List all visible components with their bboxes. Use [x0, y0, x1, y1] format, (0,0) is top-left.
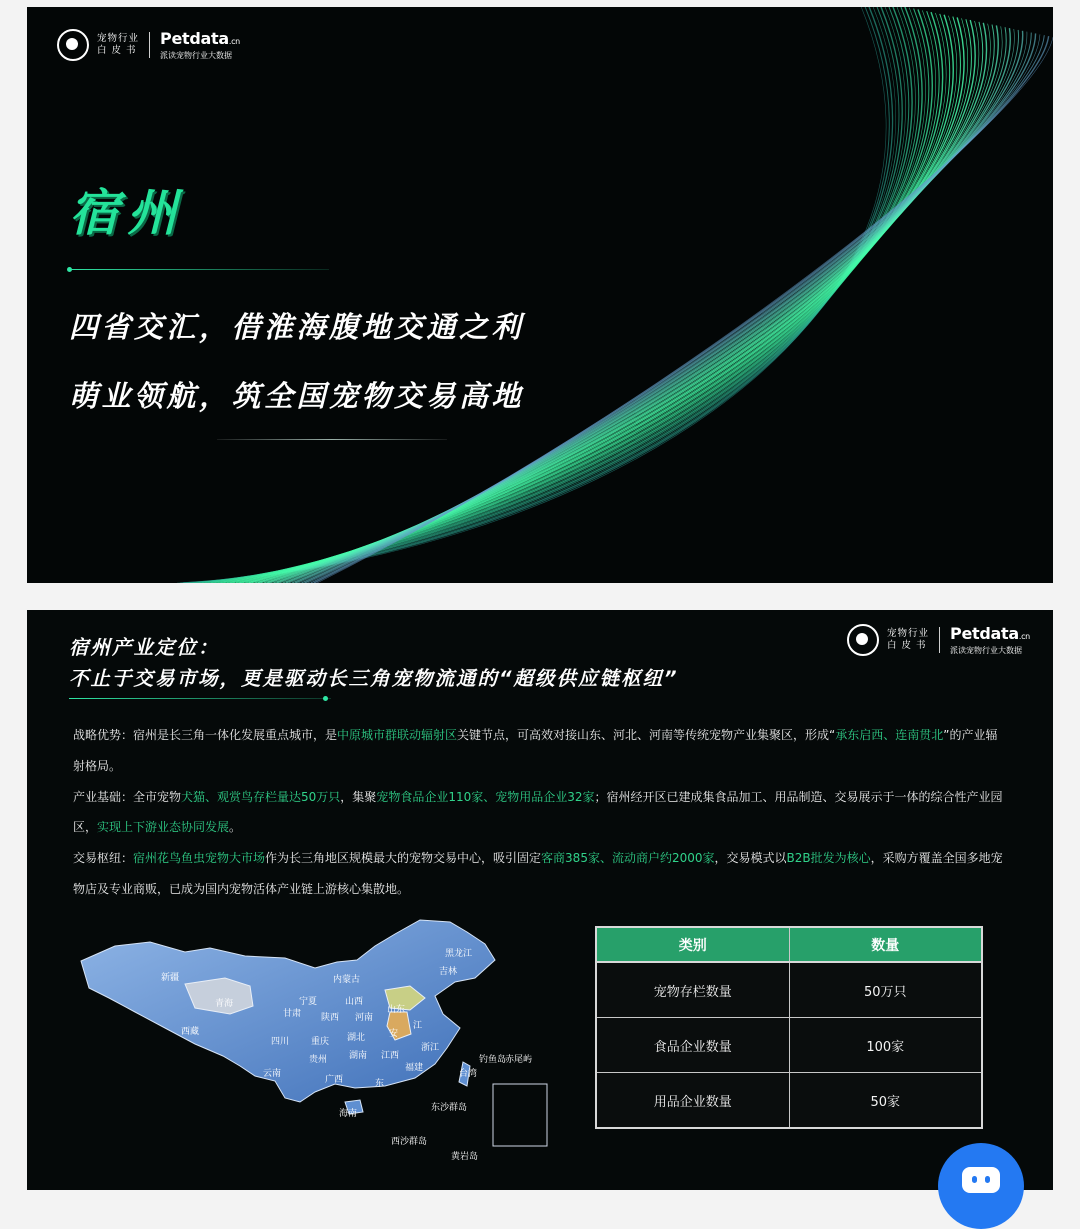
whitebook-line2: 白 皮 书 [887, 640, 927, 651]
brand-logo [847, 624, 1030, 656]
pet-logo-icon [847, 624, 879, 656]
map-label-xinjiang: 新疆 [161, 973, 180, 983]
map-label-hunan: 湖南 [349, 1051, 368, 1061]
petdata-subtitle: 派读宠物行业大数据 [160, 50, 233, 60]
cover-slide [27, 7, 1053, 583]
title-divider [69, 269, 329, 270]
map-label-xisha: 西沙群岛 [391, 1137, 428, 1147]
map-label-zhejiang: 浙江 [421, 1043, 440, 1053]
column-header-category: 类别 [596, 927, 789, 962]
tagline-1: 四省交汇，借淮海腹地交通之利 [69, 310, 525, 344]
description-text [73, 720, 1003, 905]
map-label-taiwan: 台湾 [459, 1069, 478, 1079]
light-streak [264, 22, 983, 583]
brand-divider [939, 627, 940, 653]
table-row [596, 1018, 982, 1073]
brand-divider [149, 32, 150, 58]
table-row [596, 1073, 982, 1129]
light-streak [261, 21, 979, 583]
map-label-sichuan: 四川 [271, 1037, 290, 1047]
chat-bubble-icon [962, 1167, 1000, 1193]
map-label-jilin: 吉林 [439, 967, 458, 977]
map-label-diaoyu: 钓鱼岛 [479, 1055, 507, 1065]
light-streak [230, 12, 943, 583]
light-streak [227, 11, 939, 583]
south-china-sea-inset [493, 1084, 547, 1146]
china-map [75, 916, 575, 1161]
petdata-subtitle: 派读宠物行业大数据 [950, 645, 1023, 655]
map-label-guangxi: 广西 [325, 1075, 344, 1085]
light-streak [255, 19, 972, 583]
map-label-ningxia: 宁夏 [299, 997, 318, 1007]
petdata-suffix: .cn [228, 36, 240, 46]
whitebook-line1: 宠物行业 [97, 33, 140, 44]
map-label-gansu: 甘肃 [283, 1009, 302, 1019]
map-label-fujian: 福建 [405, 1063, 424, 1073]
whitebook-line2: 白 皮 书 [97, 45, 137, 56]
paragraph-industry: 产业基础：全市宠物犬猫、观赏鸟存栏量达50万只，集聚宠物食品企业110家、宠物用品企业32家；宿州经开区已建成集食品加工、用品制造、交易展示于一体的综合性产业园区，实现上下游业态协同发展。 [73, 789, 1003, 835]
map-label-guangdong: 东 [375, 1079, 385, 1089]
map-label-jiangxi: 江西 [381, 1051, 400, 1061]
table-cell: 用品企业数量 [596, 1073, 789, 1129]
map-label-dongsha: 东沙群岛 [431, 1103, 468, 1113]
heading-divider [69, 698, 331, 699]
map-label-qinghai: 青海 [215, 999, 234, 1009]
pet-logo-icon [57, 29, 89, 61]
chat-assistant-button[interactable] [938, 1143, 1024, 1229]
city-title: 宿州 [69, 184, 185, 242]
map-label-huangyan: 黄岩岛 [451, 1152, 479, 1161]
light-streak [273, 25, 994, 583]
map-label-anhui: 安 [389, 1029, 399, 1039]
heading-line-2: 不止于交易市场，更是驱动长三角宠物流通的“超级供应链枢纽” [69, 667, 679, 690]
light-streak [252, 18, 968, 583]
paragraph-hub: 交易枢纽：宿州花鸟鱼虫宠物大市场作为长三角地区规模最大的宠物交易中心，吸引固定客商385家、流动商户约2000家，交易模式以B2B批发为核心，采购方覆盖全国多地宠物店及专业商贩，已成为国内宠物活体产业链上游核心集散地。 [73, 851, 1003, 896]
petdata-name: Petdata [160, 28, 229, 48]
light-streak [249, 17, 964, 583]
map-label-guizhou: 贵州 [309, 1055, 328, 1065]
light-streak [258, 20, 975, 583]
map-label-hainan: 海南 [339, 1109, 358, 1119]
slide-heading [69, 632, 679, 694]
map-label-shaanxi: 陕西 [321, 1013, 340, 1023]
light-streak [239, 15, 953, 583]
light-streak [233, 13, 946, 583]
map-label-xizang: 西藏 [181, 1027, 200, 1037]
light-streak [245, 17, 960, 583]
column-header-quantity: 数量 [789, 927, 982, 962]
map-label-heilongjiang: 黑龙江 [445, 949, 473, 959]
light-streak [242, 16, 956, 583]
table-row [596, 962, 982, 1018]
table-cell: 50家 [789, 1073, 982, 1129]
light-streak [267, 23, 986, 583]
divider-dot [323, 696, 328, 701]
table-cell: 100家 [789, 1018, 982, 1073]
heading-line-1: 宿州产业定位： [69, 636, 220, 659]
table-cell: 食品企业数量 [596, 1018, 789, 1073]
positioning-slide [27, 610, 1053, 1190]
map-label-shandong: 山东 [387, 1005, 406, 1015]
stats-table [595, 926, 983, 1129]
map-label-henan: 河南 [355, 1013, 374, 1023]
map-label-jiangsu: 江 [413, 1021, 423, 1031]
tagline-2: 萌业领航，筑全国宠物交易高地 [69, 379, 525, 413]
tagline-divider [217, 439, 447, 440]
map-label-shanxi: 山西 [345, 997, 364, 1007]
map-label-chiwei: 赤尾屿 [505, 1055, 533, 1065]
brand-logo [57, 29, 240, 61]
petdata-name: Petdata [950, 623, 1019, 643]
table-cell: 宠物存栏数量 [596, 962, 789, 1018]
paragraph-strategy: 战略优势：宿州是长三角一体化发展重点城市，是中原城市群联动辐射区关键节点，可高效对接山东、河北、河南等传统宠物产业集聚区，形成“承东启西、连南贯北”的产业辐射格局。 [73, 728, 998, 773]
map-label-neimenggu: 内蒙古 [333, 975, 361, 985]
whitebook-line1: 宠物行业 [887, 628, 930, 639]
petdata-suffix: .cn [1018, 631, 1030, 641]
map-label-chongqing: 重庆 [311, 1037, 330, 1047]
light-streak [236, 14, 949, 583]
light-streaks-graphic [27, 7, 1053, 583]
light-streak [270, 24, 990, 583]
table-cell: 50万只 [789, 962, 982, 1018]
map-label-yunnan: 云南 [263, 1069, 282, 1079]
map-label-hubei: 湖北 [347, 1033, 366, 1043]
